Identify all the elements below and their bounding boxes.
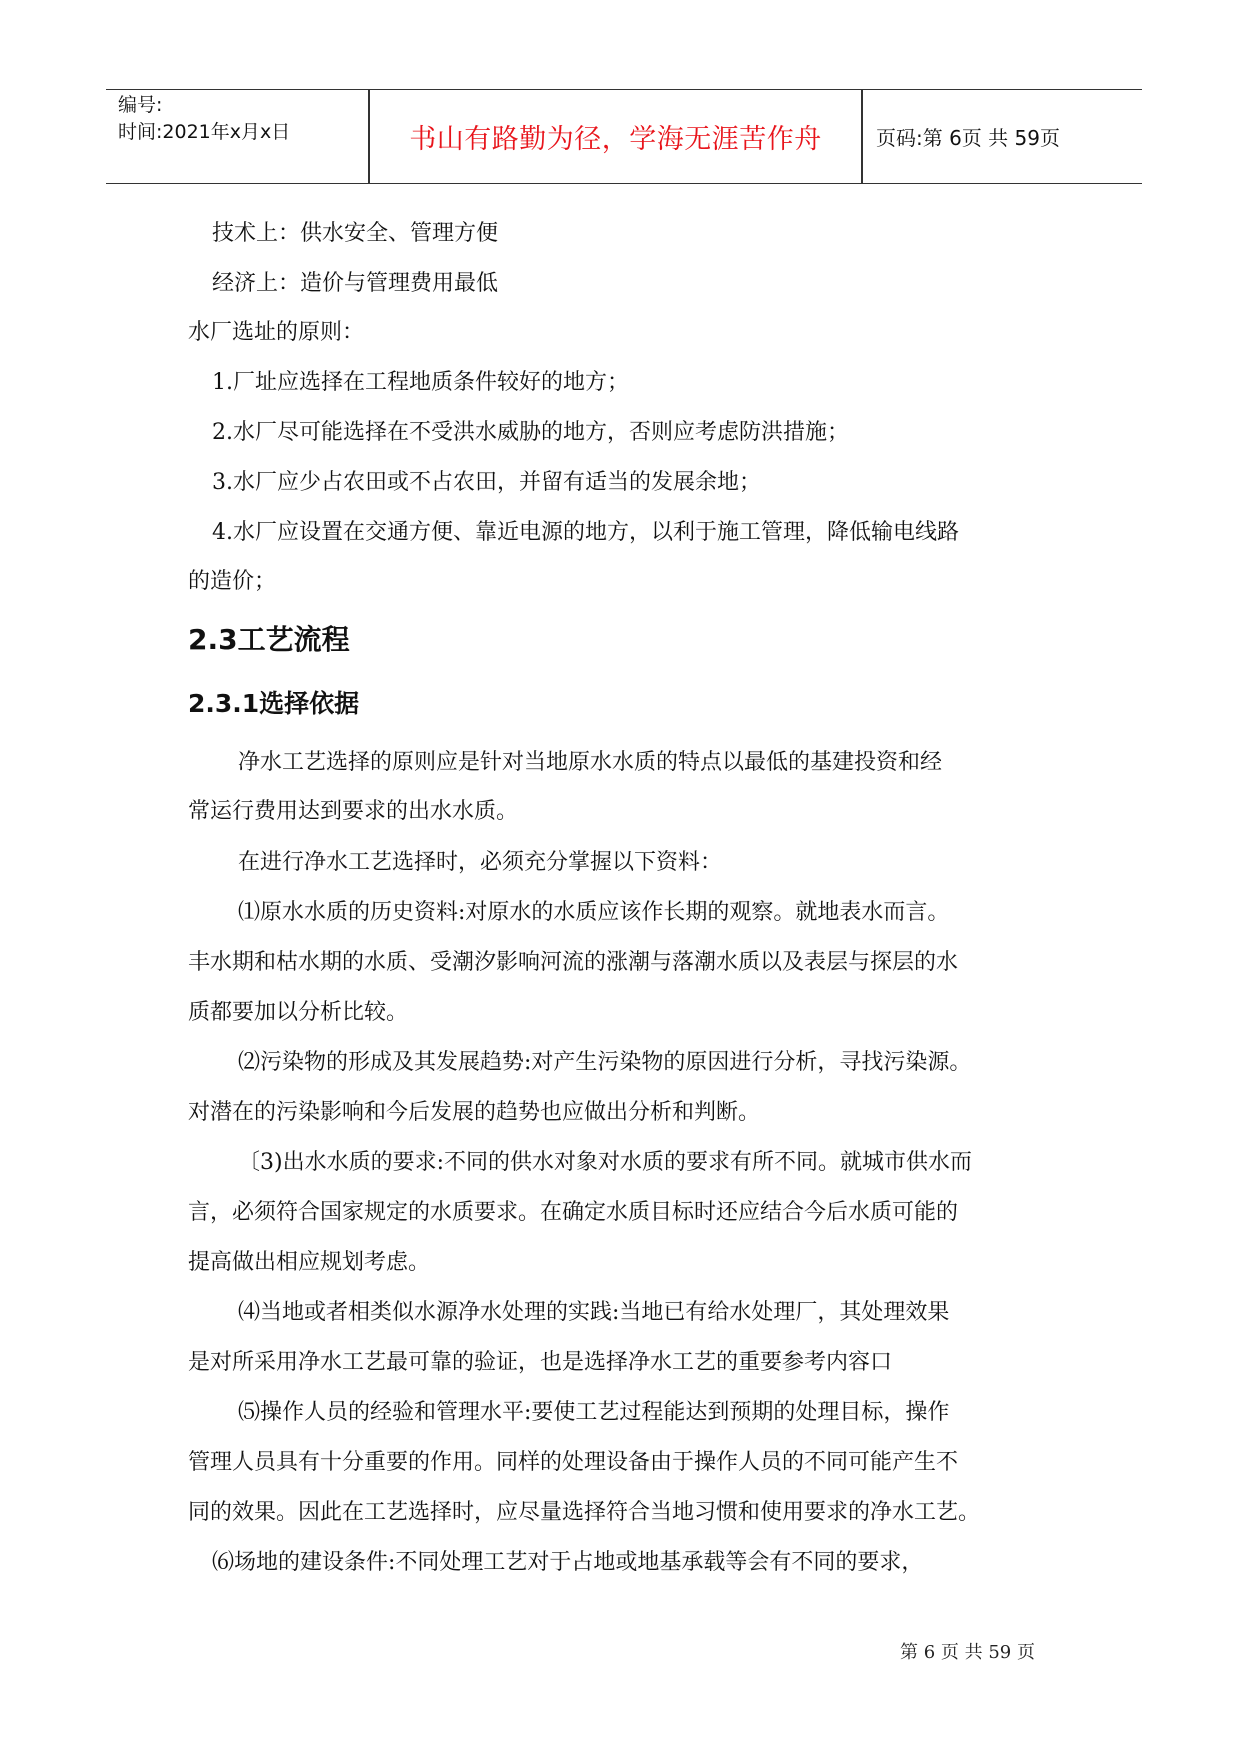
body-line: 是对所采用净水工艺最可靠的验证，也是选择净水工艺的重要参考内容口	[188, 1350, 893, 1375]
body-line: 提高做出相应规划考虑。	[188, 1250, 431, 1275]
subsection-heading: 2.3.1选择依据	[188, 689, 360, 718]
header-divider	[861, 90, 863, 183]
paragraph-line: 4.水厂应设置在交通方便、靠近电源的地方，以利于施工管理，降低输电线路	[212, 520, 959, 545]
header-motto: 书山有路勤为径，学海无涯苦作舟	[409, 124, 822, 155]
paragraph-line: 3.水厂应少占农田或不占农田，并留有适当的发展余地；	[212, 470, 761, 495]
page-footer: 第 6 页 共 59 页	[900, 1642, 1035, 1663]
body-line: ⑵污染物的形成及其发展趋势:对产生污染物的原因进行分析，寻找污染源。	[238, 1050, 972, 1075]
body-line: 同的效果。因此在工艺选择时，应尽量选择符合当地习惯和使用要求的净水工艺。	[188, 1500, 981, 1525]
body-line: ⑷当地或者相类似水源净水处理的实践:当地已有给水处理厂，其处理效果	[238, 1300, 950, 1325]
body-line: 常运行费用达到要求的出水水质。	[188, 799, 519, 824]
number-label: 编号:	[118, 94, 163, 116]
body-line: 在进行净水工艺选择时，必须充分掌握以下资料：	[238, 850, 723, 875]
paragraph-line: 的造价；	[188, 569, 277, 594]
body-line: ⑸操作人员的经验和管理水平:要使工艺过程能达到预期的处理目标，操作	[238, 1400, 950, 1425]
body-line: ⑹场地的建设条件:不同处理工艺对于占地或地基承载等会有不同的要求，	[212, 1550, 924, 1575]
page-header	[106, 89, 1142, 184]
body-line: 净水工艺选择的原则应是针对当地原水水质的特点以最低的基建投资和经	[238, 750, 943, 775]
body-line: 言，必须符合国家规定的水质要求。在确定水质目标时还应结合今后水质可能的	[188, 1200, 959, 1225]
header-page-info: 页码:第 6页 共 59页	[876, 126, 1060, 150]
time-label: 时间:2021年x月x日	[118, 121, 291, 143]
body-line: 质都要加以分析比较。	[188, 1000, 409, 1025]
body-line: 〔3)出水水质的要求:不同的供水对象对水质的要求有所不同。就城市供水而	[238, 1150, 972, 1175]
body-line: 丰水期和枯水期的水质、受潮汐影响河流的涨潮与落潮水质以及表层与探层的水	[188, 950, 959, 975]
paragraph-line: 水厂选址的原则：	[188, 320, 365, 345]
paragraph-line: 技术上：供水安全、管理方便	[212, 221, 499, 246]
body-line: ⑴原水水质的历史资料:对原水的水质应该作长期的观察。就地表水而言。	[238, 900, 950, 925]
body-line: 对潜在的污染影响和今后发展的趋势也应做出分析和判断。	[188, 1100, 761, 1125]
body-line: 管理人员具有十分重要的作用。同样的处理设备由于操作人员的不同可能产生不	[188, 1450, 959, 1475]
section-heading: 2.3工艺流程	[188, 623, 350, 656]
paragraph-line: 经济上：造价与管理费用最低	[212, 271, 499, 296]
header-meta	[118, 92, 368, 146]
paragraph-line: 1.厂址应选择在工程地质条件较好的地方；	[212, 370, 629, 395]
paragraph-line: 2.水厂尽可能选择在不受洪水威胁的地方，否则应考虑防洪措施；	[212, 420, 849, 445]
